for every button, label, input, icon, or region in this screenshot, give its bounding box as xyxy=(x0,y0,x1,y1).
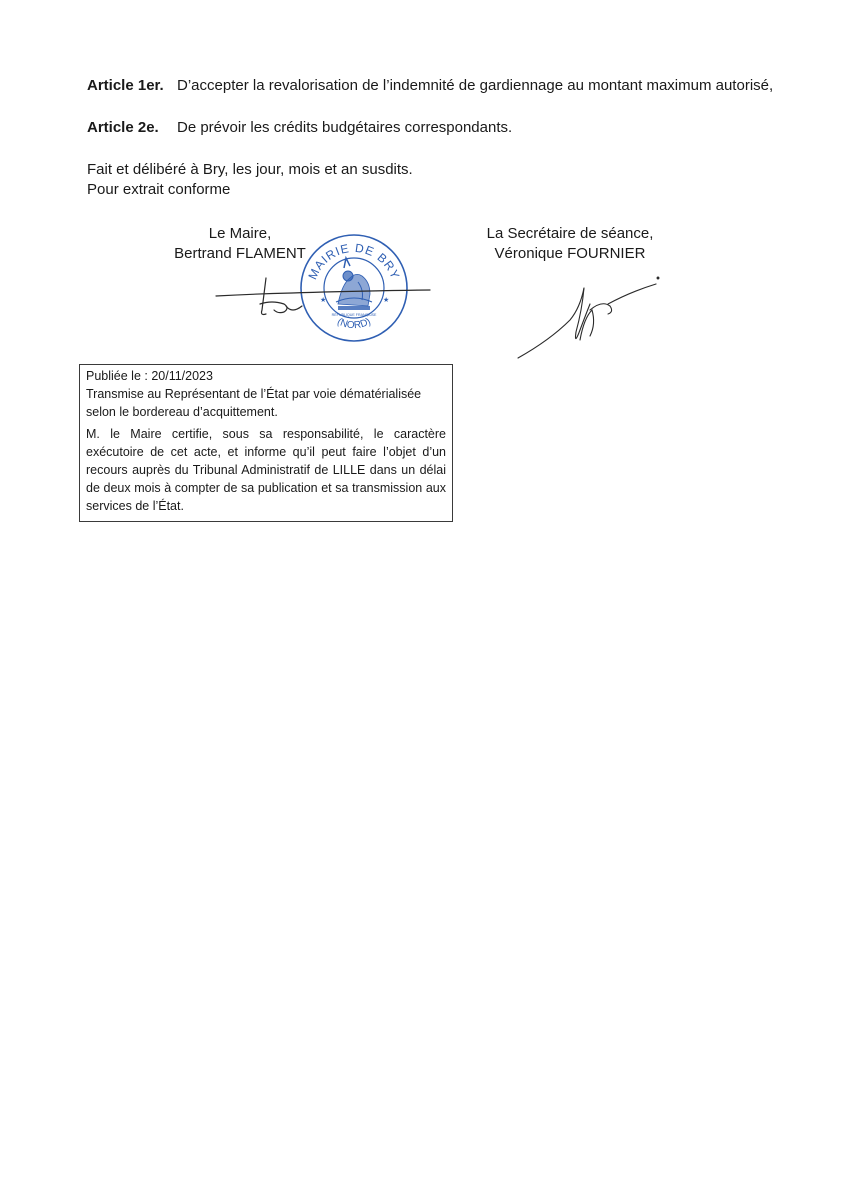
stamp-banner-text: RÉPUBLIQUE FRANÇAISE xyxy=(331,313,377,317)
mayor-signature-block xyxy=(160,224,320,264)
article-2 xyxy=(87,118,849,138)
stamp-top-text: MAIRIE DE BRY xyxy=(305,240,403,282)
secretary-signature-block xyxy=(470,224,670,264)
publication-notice xyxy=(79,364,453,522)
certification-note: M. le Maire certifie, sous sa responsabilité, le caractère exécutoire de cet acte, et informe qu’il peut faire l’objet d’un recours auprès du Tribunal Administratif de LILLE dans un délai de deux mois à compter de sa publication et sa transmission aux services de l’État. xyxy=(86,427,446,513)
certified-copy-note: Pour extrait conforme xyxy=(87,181,231,198)
article-2-text: De prévoir les crédits budgétaires correspondants. xyxy=(177,119,513,136)
publication-date: Publiée le : 20/11/2023 xyxy=(86,369,213,383)
mayor-handwritten-signature xyxy=(212,270,432,330)
svg-text:★: ★ xyxy=(383,296,390,304)
svg-text:★: ★ xyxy=(320,296,327,304)
mayor-title: Le Maire, xyxy=(208,225,272,242)
article-2-label: Article 2e. xyxy=(87,119,159,136)
secretary-handwritten-signature xyxy=(510,270,670,370)
stamp-bottom-text: (NORD) xyxy=(335,316,373,332)
closing-statement: Fait et délibéré à Bry, les jour, mois et an susdits. xyxy=(87,161,413,178)
secretary-name: Véronique FOURNIER xyxy=(494,245,646,262)
article-1-text: D’accepter la revalorisation de l’indemnité de gardiennage au montant maximum autorisé, xyxy=(177,77,774,94)
article-1-label: Article 1er. xyxy=(87,77,164,94)
mayor-name: Bertrand FLAMENT xyxy=(174,245,306,262)
article-1 xyxy=(87,76,849,116)
secretary-title: La Secrétaire de séance, xyxy=(486,225,654,242)
transmission-note: Transmise au Représentant de l’État par voie dématérialisée selon le bordereau d’acquittement. xyxy=(86,387,422,419)
